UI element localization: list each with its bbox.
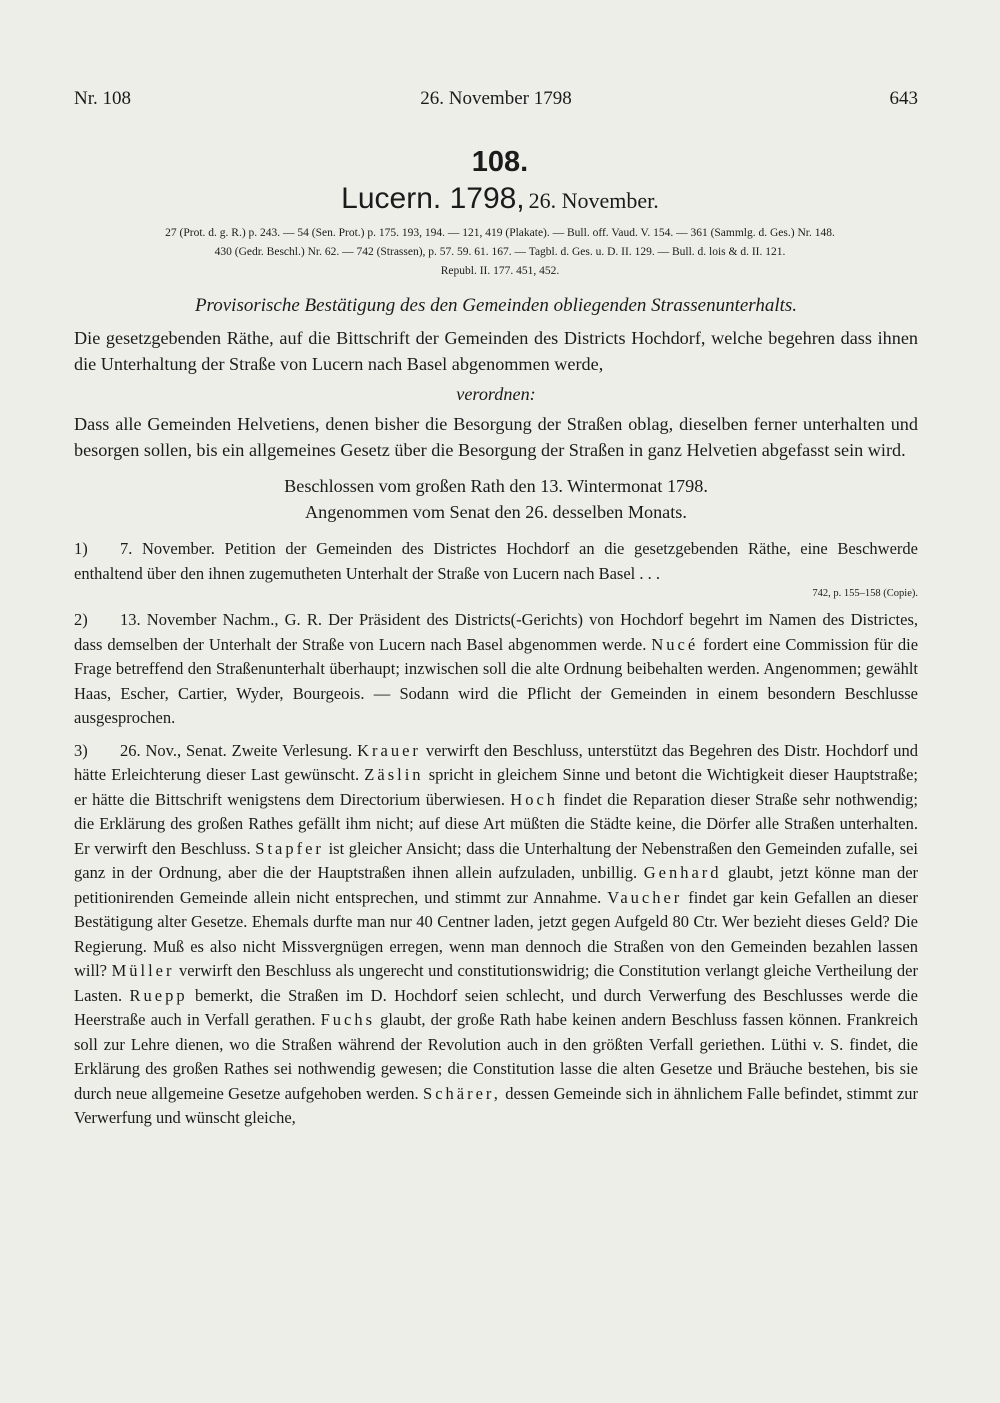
source-line-1: 27 (Prot. d. g. R.) p. 243. — 54 (Sen. Prot.) p. 175. 193, 194. — 121, 419 (Plakate). — Bull. off. Vaud. V. 154. — 361 (Sammlg. d. Ges.) Nr. 148. [165,227,835,239]
speaker-krauer: Krauer [357,740,421,760]
document-date: 26. November. [528,188,659,213]
note-3-text-3: spricht in gleichem Sinne und betont die Wichtigkeit dieser Hauptstraße; er hätte die Bittschrift wenigstens dem Directorium überwiesen. [74,765,918,809]
decree-verb: verordnen: [456,384,536,404]
note-3-text-5: ist gleicher Ansicht; dass die Unterhaltung der Nebenstraßen den Gemeinden zufalle, sei ganz in der Ordnung, aber die der Hauptstraßen ihnen allein aufzuladen, unbillig. [74,838,919,882]
speaker-hoch: Hoch [510,789,559,809]
speaker-mueller: Müller [111,961,175,980]
source-line-2: 430 (Gedr. Beschl.) Nr. 62. — 742 (Strassen), p. 57. 59. 61. 167. — Tagbl. d. Ges. u. D. II. 129. — Bull. d. lois & d. II. 121. [214,246,786,258]
speaker-luethi: Lüthi v. S. [771,1034,844,1054]
note-1-number: 1) [74,539,88,558]
note-3-text-1: 26. Nov., Senat. Zweite Verlesung. [120,740,353,760]
note-3-text-4: findet die Reparation dieser Straße sehr nothwendig; die Erklärung des großen Rathes gefällt ihm nicht; auf diese Art müßten die Städte keine, die Dörfer alle Straßen unterhalten. Er verwirft den Beschluss. [74,789,918,858]
speaker-ruepp: Ruepp [129,985,188,1005]
speaker-fuchs: Fuchs [320,1010,376,1029]
note-3-text-10: glaubt, der große Rath habe keinen andern Beschluss fassen können. Frankreich soll zur Lehre dienen, wo die Straßen während der Revolution auch in den größten Verfall geriethen. [74,1010,919,1054]
note-3-text-7: findet gar kein Gefallen an dieser Bestätigung alter Gesetze. Ehemals durfte man nur 40 Centner laden, jetzt gegen Aufgeld 80 Ctr. Wer bezieht dieses Geld? Die Regierung. Muß es also nicht Missvergnügen erregen, wenn man dennoch die Straßen von den Gemeinden bezahlen lassen will? [74,887,919,980]
document-place-year: Lucern. 1798, [341,182,525,215]
note-1-reference: 742, p. 155–158 (Copie). [812,588,918,599]
decree-text: Dass alle Gemeinden Helvetiens, denen bisher die Besorgung der Straßen oblag, dieselben ferner unterhalten und besorgen sollen, bis ein allgemeines Gesetz über die Besorgung der Straßen in ganz Helvetien abgefasst sein wird. [74,414,918,460]
note-3 [74,739,918,1131]
speaker-genhard: Genhard [643,863,722,882]
note-3-text-11: findet, die Erklärung des großen Rathes sei nothwendig gewesen; die Constitution lasse die alten Gesetze und Bräuche bestehen, bis sie durch neue allgemeine Gesetze aufgehoben werden. [74,1034,919,1103]
note-2-number: 2) [74,610,88,629]
note-3-text-12: dessen Gemeinde sich in ähnlichem Falle befindet, stimmt zur Verwerfung und wünscht gleiche, [74,1083,918,1127]
speaker-nuce: Nucé [651,634,699,654]
note-3-text-2: verwirft den Beschluss, unterstützt das Begehren des Distr. Hochdorf und hätte Erleichterung dieser Last gewünscht. [74,740,919,784]
note-2 [74,608,918,731]
running-head-date: 26. November 1798 [420,88,572,109]
document-body [74,295,918,1131]
speaker-stapfer: Stapfer [255,838,324,858]
note-3-number: 3) [74,740,88,760]
running-head-number: Nr. 108 [74,88,131,109]
document-subject: Provisorische Bestätigung des den Gemeinden obliegenden Strassenunterhalts. [194,295,798,316]
speaker-vaucher: Vaucher [607,887,683,907]
note-3-text-9: bemerkt, die Straßen im D. Hochdorf seien schlecht, und durch Verwerfung des Beschlusses werde die Heerstraße auch in Verfall gerathen. [74,985,918,1029]
document-number: 108. [471,146,529,178]
note-2-text-a: 13. November Nachm., G. R. Der Präsident des Districts(-Gerichts) von Hochdorf begehrt im Namen des Districtes, dass demselben der Unterhalt der Straße von Lucern nach Basel abgenommen werde. [74,610,918,654]
speaker-zaeslin: Zäslin [364,765,424,784]
note-1-text: 7. November. Petition der Gemeinden des Districtes Hochdorf an die gesetzgebenden Räthe, eine Beschwerde enthaltend über den ihnen zugemutheten Unterhalt der Straße von Lucern nach Basel . . . [74,539,918,583]
closing-resolved: Beschlossen vom großen Rath den 13. Wintermonat 1798. [284,476,708,496]
preamble: Die gesetzgebenden Räthe, auf die Bittschrift der Gemeinden des Districts Hochdorf, welche begehren dass ihnen die Unterhaltung der Straße von Lucern nach Basel abgenommen werde, [74,328,918,374]
source-references [82,224,918,281]
speaker-schaerer: Schärer, [423,1083,501,1103]
page-number: 643 [889,88,918,109]
running-head [74,88,918,114]
note-3-text-6: glaubt, jetzt könne man der petitionirenden Gemeinde allein nicht entsprechen, und stimmt zur Annahme. [74,863,919,907]
note-1 [74,537,918,586]
note-3-text-8: verwirft den Beschluss als ungerecht und constitutionswidrig; die Constitution verlangt gleiche Vertheilung der Lasten. [74,961,919,1005]
note-2-text-b: fordert eine Commission für die Frage betreffend den Straßenunterhalt überhaupt; inzwischen soll die alte Ordnung beibehalten werden. Angenommen; gewählt Haas, Escher, Cartier, Wyder, Bourgeois. — Sodann wird die Pflicht der Gemeinden in einem besondern Beschlusse ausgesprochen. [74,634,919,727]
closing-accepted: Angenommen vom Senat den 26. desselben Monats. [305,502,687,522]
document-heading [0,182,1000,216]
source-line-3: Republ. II. 177. 451, 452. [440,265,560,277]
